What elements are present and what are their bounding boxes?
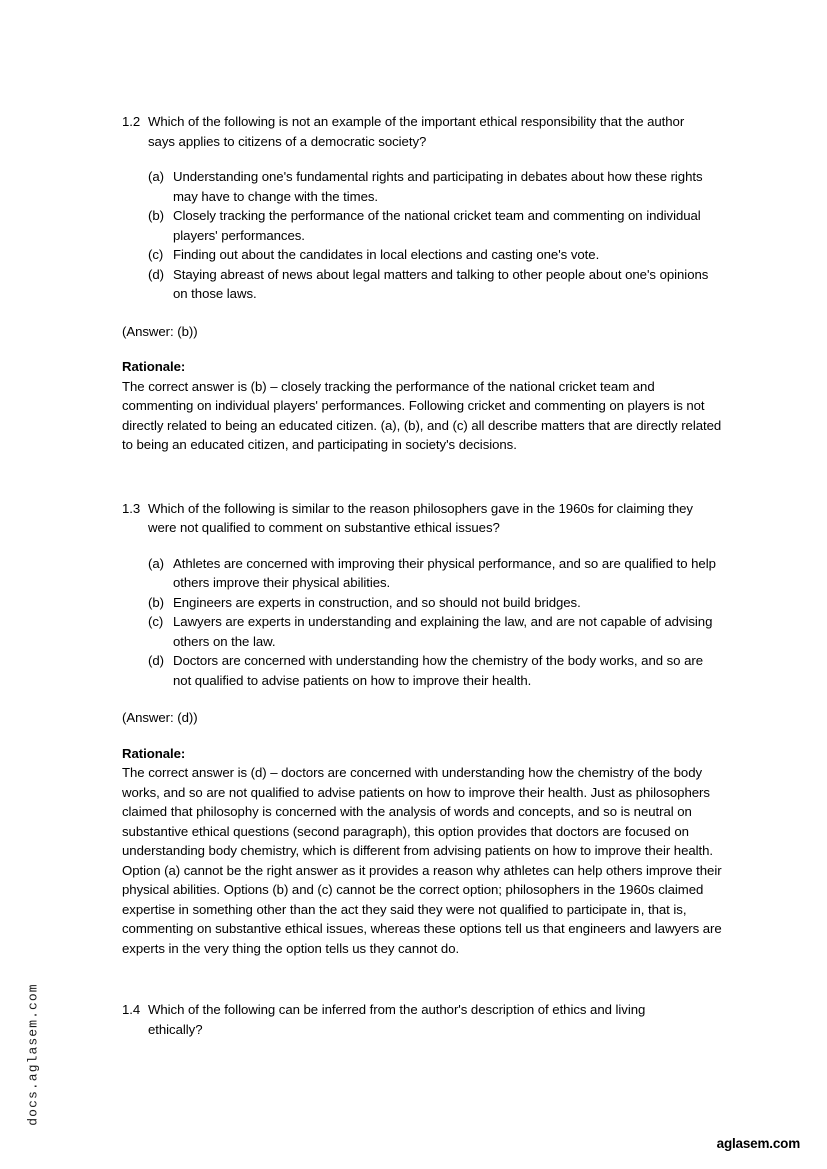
question-block-1-2 xyxy=(122,112,726,151)
rationale-heading: Rationale: xyxy=(122,745,186,761)
options-list-1-3 xyxy=(122,554,726,691)
content-column xyxy=(122,112,726,1039)
spacer xyxy=(122,341,726,357)
option-label: (c) xyxy=(148,247,164,262)
option-text: Staying abreast of news about legal matters and talking to other people about one's opinions on those laws. xyxy=(173,266,709,301)
question-block-1-4 xyxy=(122,1000,726,1039)
option-label: (c) xyxy=(148,614,164,629)
rationale-heading: Rationale: xyxy=(122,359,186,374)
option-text: Understanding one's fundamental rights and participating in debates about how these rights may have to change with the times. xyxy=(173,169,703,204)
option-item[interactable] xyxy=(148,593,726,613)
question-stem: Which of the following can be inferred from the author's description of ethics and living ethically? xyxy=(148,1002,646,1037)
spacer xyxy=(122,728,726,744)
spacer xyxy=(122,455,726,499)
question-number: 1.2 xyxy=(122,114,141,129)
option-text: Engineers are experts in construction, and so should not build bridges. xyxy=(173,594,581,610)
question-stem: Which of the following is not an example of the important ethical responsibility that the author says applies to citizens of a democratic society? xyxy=(148,114,685,149)
question-stem: Which of the following is similar to the reason philosophers gave in the 1960s for claiming they were not qualified to comment on substantive ethical issues? xyxy=(148,500,693,535)
option-label: (a) xyxy=(148,555,164,571)
question-number: 1.3 xyxy=(122,500,141,516)
option-text: Closely tracking the performance of the national cricket team and commenting on individual players' performances. xyxy=(173,208,701,243)
answer-line: (Answer: (d)) xyxy=(122,710,198,725)
option-text: Athletes are concerned with improving their physical performance, and so are qualified to help others improve their physical abilities. xyxy=(173,555,716,590)
option-label: (d) xyxy=(148,266,164,282)
option-item[interactable] xyxy=(148,206,726,245)
rationale-body: The correct answer is (b) – closely tracking the performance of the national cricket team and commenting on individual players' performances. Following cricket and commenting on players is not directly related to being an educated citizen. (a), (b), and (c) all describe matters that are directly related to being an educated citizen, and participating in society's decisions. xyxy=(122,378,722,452)
option-item[interactable] xyxy=(148,651,726,690)
option-text: Doctors are concerned with understanding how the chemistry of the body works, and so are not qualified to advise patients on how to improve their health. xyxy=(173,653,703,688)
option-label: (a) xyxy=(148,169,164,184)
option-label: (b) xyxy=(148,594,164,610)
options-list-1-2 xyxy=(122,167,726,304)
option-item[interactable] xyxy=(148,245,726,265)
side-watermark: docs.aglasem.com xyxy=(25,983,41,1126)
question-block-1-3 xyxy=(122,499,726,538)
spacer xyxy=(122,690,726,708)
question-number: 1.4 xyxy=(122,1002,141,1017)
option-text: Lawyers are experts in understanding and explaining the law, and are not capable of advising others on the law. xyxy=(173,614,713,649)
option-item[interactable] xyxy=(148,167,726,206)
option-item[interactable] xyxy=(148,612,726,651)
option-label: (d) xyxy=(148,653,164,668)
option-item[interactable] xyxy=(148,265,726,304)
answer-line: (Answer: (b)) xyxy=(122,323,198,339)
spacer xyxy=(122,304,726,322)
footer-logo: aglasem.com xyxy=(716,1136,800,1151)
rationale-body: The correct answer is (d) – doctors are concerned with understanding how the chemistry of the body works, and so are not qualified to advise patients on how to improve their health. Just as philosophers claimed that philosophy is concerned with the analysis of words and concepts, and so is neutral on substantive ethical questions (second paragraph), this option provides that doctors are focused on understanding body chemistry, which is different from advising patients on how to improve their health. Option (a) cannot be the right answer as it provides a reason why athletes can help others improve their physical abilities. Options (b) and (c) cannot be the correct option; philosophers in the 1960s claimed expertise in something other than the act they said they were not qualified to participate in, that is, commenting on substantive ethical issues, whereas these options tell us that engineers and lawyers are experts in the very thing the option tells us they cannot do. xyxy=(122,765,722,956)
option-item[interactable] xyxy=(148,554,726,593)
option-text: Finding out about the candidates in local elections and casting one's vote. xyxy=(173,247,600,262)
spacer xyxy=(122,958,726,1000)
option-label: (b) xyxy=(148,208,164,223)
